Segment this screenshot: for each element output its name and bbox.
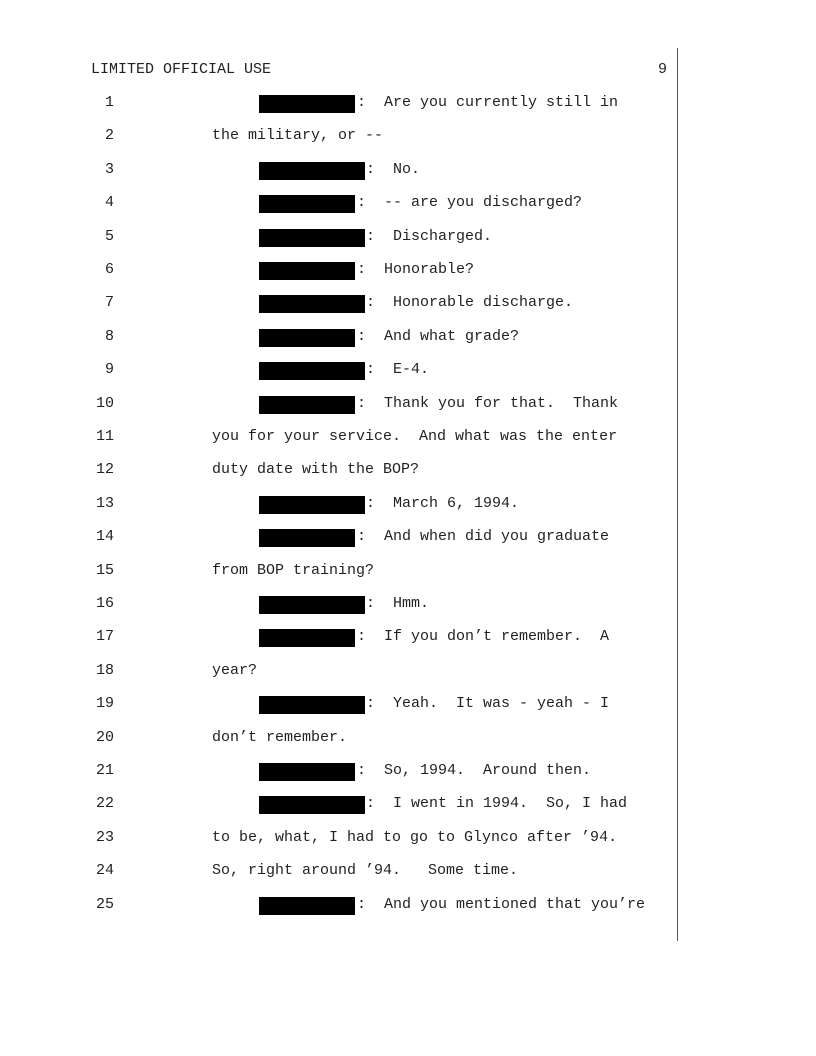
line-number: 4 xyxy=(104,194,114,212)
line-number: 15 xyxy=(95,561,114,579)
speaker-utterance: : No. xyxy=(366,160,421,178)
transcript-line xyxy=(0,461,700,481)
speaker-utterance: : Honorable? xyxy=(357,261,475,278)
speaker-utterance: : And when did you graduate xyxy=(357,528,610,546)
transcript-line xyxy=(0,762,700,782)
redacted-speaker-name xyxy=(259,362,365,380)
continuation-text: don’t remember. xyxy=(212,728,348,746)
transcript-line xyxy=(0,428,700,448)
continuation-text: to be, what, I had to go to Glynco after ’94. xyxy=(212,828,618,846)
redacted-speaker-name xyxy=(259,262,355,280)
line-number: 6 xyxy=(104,261,114,278)
classification-header: LIMITED OFFICIAL USE xyxy=(91,61,272,78)
speaker-utterance: : Discharged. xyxy=(366,227,493,245)
line-number: 23 xyxy=(95,828,114,846)
transcript-line xyxy=(0,294,700,314)
transcript-line xyxy=(0,662,700,682)
line-number: 7 xyxy=(104,294,114,312)
redacted-speaker-name xyxy=(259,162,365,180)
line-number: 1 xyxy=(104,94,114,111)
line-number: 20 xyxy=(95,728,114,746)
transcript-line xyxy=(0,395,700,415)
transcript-line xyxy=(0,261,700,281)
speaker-utterance: : Thank you for that. Thank xyxy=(357,394,619,412)
continuation-text: year? xyxy=(212,661,258,679)
line-number: 13 xyxy=(95,494,114,512)
speaker-utterance: : And what grade? xyxy=(357,327,520,345)
line-number: 17 xyxy=(95,628,114,646)
redacted-speaker-name xyxy=(259,796,365,814)
transcript-line xyxy=(0,795,700,815)
transcript-line xyxy=(0,528,700,548)
line-number: 22 xyxy=(95,795,114,813)
continuation-text: duty date with the BOP? xyxy=(212,461,420,479)
line-number: 18 xyxy=(95,661,114,679)
transcript-line xyxy=(0,695,700,715)
line-number: 24 xyxy=(95,862,114,880)
speaker-utterance: : Are you currently still in xyxy=(357,94,619,111)
redacted-speaker-name xyxy=(259,229,365,247)
redacted-speaker-name xyxy=(259,629,355,647)
line-number: 5 xyxy=(104,227,114,245)
redacted-speaker-name xyxy=(259,396,355,414)
transcript-line xyxy=(0,729,700,749)
line-number: 10 xyxy=(95,394,114,412)
line-number: 25 xyxy=(95,895,114,913)
transcript-line xyxy=(0,495,700,515)
page-number: 9 xyxy=(658,61,668,78)
redacted-speaker-name xyxy=(259,329,355,347)
transcript-line xyxy=(0,628,700,648)
redacted-speaker-name xyxy=(259,897,355,915)
line-number: 16 xyxy=(95,595,114,612)
speaker-utterance: : E-4. xyxy=(366,361,430,379)
redacted-speaker-name xyxy=(259,195,355,213)
line-number: 14 xyxy=(95,528,114,546)
transcript-line xyxy=(0,862,700,882)
speaker-utterance: : -- are you discharged? xyxy=(357,194,583,212)
line-number: 11 xyxy=(95,428,114,445)
transcript-line xyxy=(0,896,700,916)
speaker-utterance: : Yeah. It was - yeah - I xyxy=(366,695,610,713)
redacted-speaker-name xyxy=(259,596,365,614)
redacted-speaker-name xyxy=(259,696,365,714)
transcript-line xyxy=(0,127,700,147)
line-number: 3 xyxy=(104,160,114,178)
continuation-text: you for your service. And what was the enter xyxy=(212,428,618,445)
speaker-utterance: : And you mentioned that you’re xyxy=(357,895,646,913)
transcript-line xyxy=(0,228,700,248)
transcript-line xyxy=(0,361,700,381)
continuation-text: So, right around ’94. Some time. xyxy=(212,862,519,880)
speaker-utterance: : Honorable discharge. xyxy=(366,294,574,312)
line-number: 2 xyxy=(104,127,114,145)
redacted-speaker-name xyxy=(259,529,355,547)
transcript-line xyxy=(0,328,700,348)
transcript-line xyxy=(0,595,700,615)
redacted-speaker-name xyxy=(259,496,365,514)
transcript-line xyxy=(0,829,700,849)
transcript-line xyxy=(0,161,700,181)
speaker-utterance: : If you don’t remember. A xyxy=(357,628,610,646)
line-number: 8 xyxy=(104,327,114,345)
line-number: 21 xyxy=(95,762,114,779)
redacted-speaker-name xyxy=(259,295,365,313)
line-number: 12 xyxy=(95,461,114,479)
transcript-line xyxy=(0,94,700,114)
transcript-line xyxy=(0,562,700,582)
speaker-utterance: : I went in 1994. So, I had xyxy=(366,795,628,813)
transcript-line xyxy=(0,194,700,214)
line-number: 19 xyxy=(95,695,114,713)
redacted-speaker-name xyxy=(259,95,355,113)
speaker-utterance: : So, 1994. Around then. xyxy=(357,762,592,779)
continuation-text: from BOP training? xyxy=(212,561,375,579)
line-number: 9 xyxy=(104,361,114,379)
continuation-text: the military, or -- xyxy=(212,127,384,145)
redacted-speaker-name xyxy=(259,763,355,781)
speaker-utterance: : March 6, 1994. xyxy=(366,494,520,512)
speaker-utterance: : Hmm. xyxy=(366,595,430,612)
